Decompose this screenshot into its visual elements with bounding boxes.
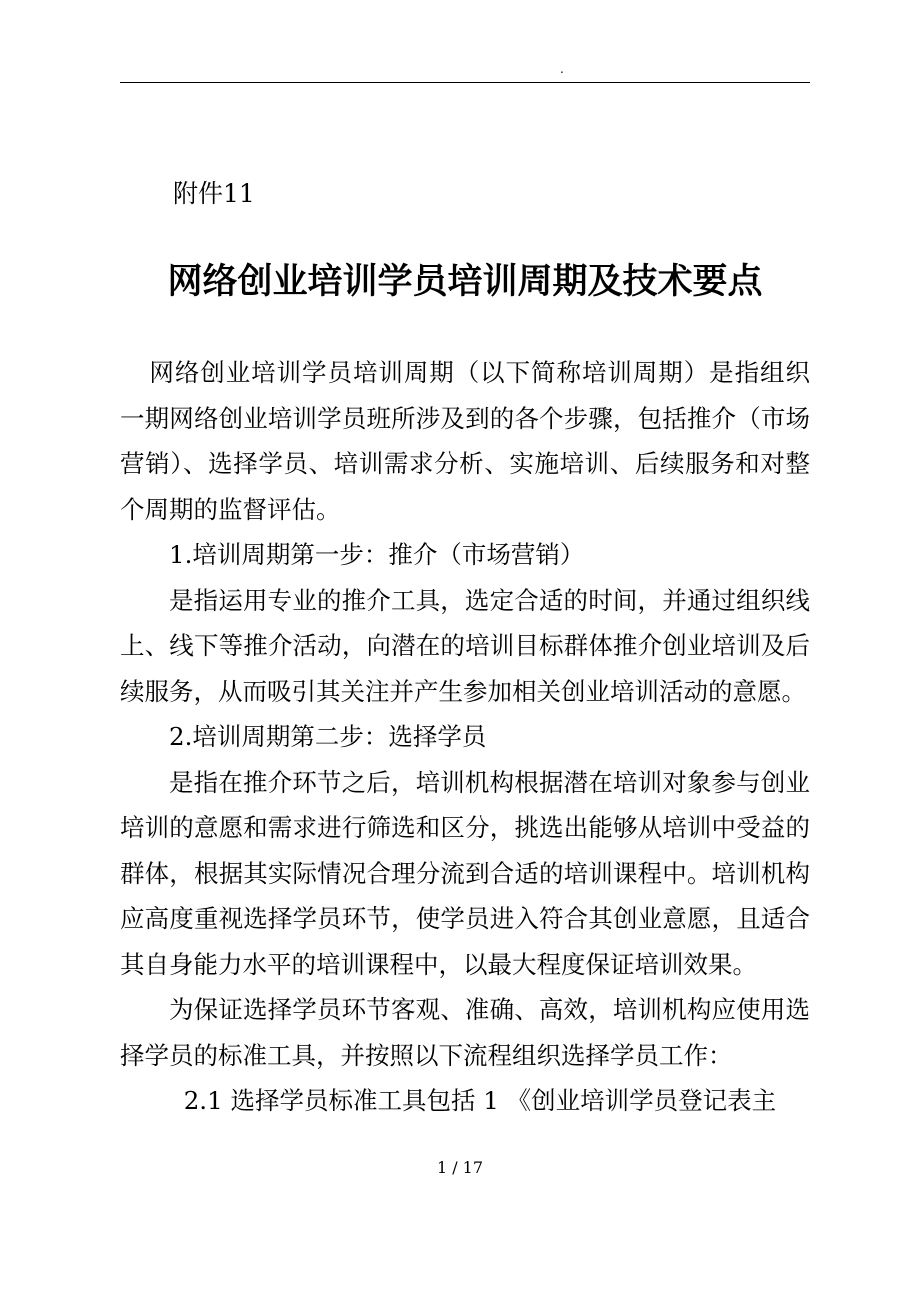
document-title: 网络创业培训学员培训周期及技术要点 bbox=[167, 262, 763, 302]
document-body bbox=[120, 350, 810, 1124]
intro-paragraph: 网络创业培训学员培训周期（以下简称培训周期）是指组织一期网络创业培训学员班所涉及到的各个步骤，包括推介（市场营销）、选择学员、培训需求分析、实施培训、后续服务和对整个周期的监督评估。 bbox=[120, 358, 810, 524]
page-number: 1 / 17 bbox=[436, 1158, 484, 1177]
attachment-label: 附件11 bbox=[173, 179, 255, 208]
step-2-heading: 2.培训周期第二步：选择学员 bbox=[169, 722, 487, 751]
header-rule bbox=[120, 82, 810, 83]
step-2-paragraph: 是指在推介环节之后，培训机构根据潜在培训对象参与创业培训的意愿和需求进行筛选和区分，挑选出能够从培训中受益的群体，根据其实际情况合理分流到合适的培训课程中。培训机构应高度重视选择学员环节，使学员进入符合其创业意愿，且适合其自身能力水平的培训课程中，以最大程度保证培训效果。 bbox=[120, 767, 810, 979]
step-1-heading: 1.培训周期第一步：推介（市场营销） bbox=[169, 540, 585, 569]
header-dot: . bbox=[560, 62, 564, 76]
selection-process-paragraph: 为保证选择学员环节客观、准确、高效，培训机构应使用选择学员的标准工具，并按照以下流程组织选择学员工作： bbox=[120, 995, 810, 1070]
subsection-2-1: 2.1 选择学员标准工具包括 1 《创业培训学员登记表主 bbox=[183, 1086, 777, 1115]
step-1-paragraph: 是指运用专业的推介工具，选定合适的时间，并通过组织线上、线下等推介活动，向潜在的培训目标群体推介创业培训及后续服务，从而吸引其关注并产生参加相关创业培训活动的意愿。 bbox=[120, 585, 810, 706]
